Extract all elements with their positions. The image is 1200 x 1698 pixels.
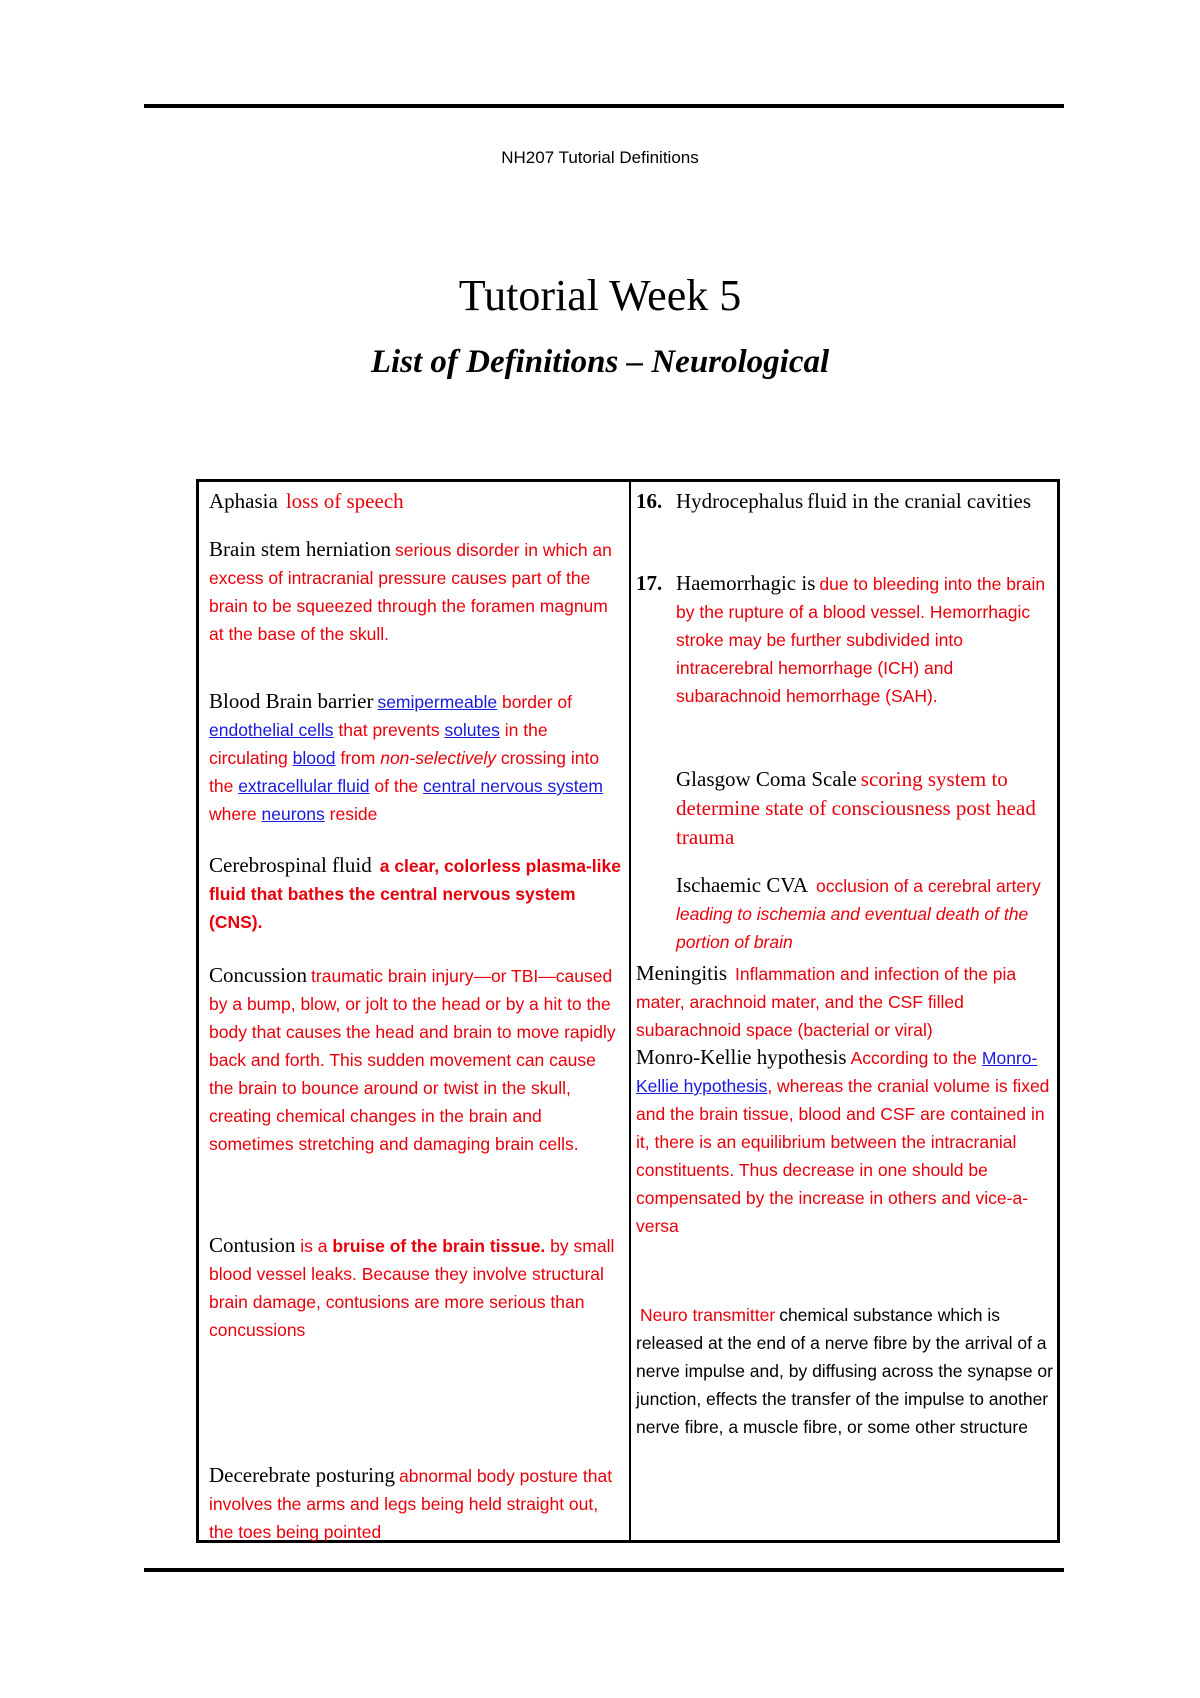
entry-hydrocephalus bbox=[636, 488, 1057, 517]
link-blood[interactable]: blood bbox=[292, 748, 336, 768]
link-extracellular-fluid[interactable]: extracellular fluid bbox=[238, 776, 370, 796]
entry-contusion bbox=[209, 1232, 623, 1345]
term: Blood Brain barrier bbox=[209, 689, 374, 713]
definition: a clear, colorless plasma-like fluid that bathes the central nervous system (CNS). bbox=[209, 856, 621, 932]
definition-text: reside bbox=[324, 804, 378, 824]
definition: loss of speech bbox=[285, 489, 404, 513]
term: Neuro transmitter bbox=[640, 1305, 776, 1325]
entry-brain-stem-herniation bbox=[209, 536, 623, 649]
entry-haemorrhagic bbox=[636, 570, 1057, 711]
term: Hydrocephalus bbox=[676, 489, 804, 513]
term: Concussion bbox=[209, 963, 308, 987]
term: Haemorrhagic bbox=[676, 571, 797, 595]
term: Contusion bbox=[209, 1233, 296, 1257]
definitions-table bbox=[196, 479, 1060, 1543]
definition-text: by small blood vessel leaks. Because they involve structural brain damage, contusions are more serious than concussions bbox=[209, 1236, 615, 1340]
definition-italic: leading to ischemia and eventual death of the portion of brain bbox=[676, 904, 1029, 952]
page-subtitle: List of Definitions – Neurological bbox=[370, 344, 830, 380]
entry-monro-kellie bbox=[636, 1044, 1057, 1241]
definition: erious disorder in which an excess of intracranial pressure causes part of the brain to be squeezed through the foramen magnum at the base of the skull. bbox=[209, 540, 612, 644]
definition: fluid in the cranial cavities bbox=[807, 489, 1032, 513]
term: Glasgow Coma Scale bbox=[676, 767, 857, 791]
link-solutes[interactable]: solutes bbox=[444, 720, 500, 740]
link-neurons[interactable]: neurons bbox=[261, 804, 325, 824]
list-number: 16. bbox=[636, 489, 663, 513]
running-header: NH207 Tutorial Definitions bbox=[501, 148, 699, 167]
entry-decerebrate-posturing bbox=[209, 1462, 623, 1547]
entry-concussion bbox=[209, 962, 623, 1159]
definition-text: According to the bbox=[850, 1048, 982, 1068]
term: Brain stem herniation bbox=[209, 537, 391, 561]
term: Ischaemic CVA bbox=[676, 873, 808, 897]
definition-text: in the circulating bbox=[209, 720, 548, 768]
link-semipermeable[interactable]: semipermeable bbox=[377, 692, 498, 712]
definition: due to bleeding into the brain by the rupture of a blood vessel. Hemorrhagic stroke may be further subdivided into intracerebral hemorrhage (ICH) and subarachnoid hemorrhage (SAH). bbox=[676, 574, 1046, 706]
page-title: Tutorial Week 5 bbox=[458, 271, 742, 320]
entry-ischaemic-cva bbox=[676, 872, 1057, 957]
definition-text: crossing into the bbox=[209, 748, 600, 796]
definition-text: of the bbox=[369, 776, 424, 796]
definition: traumatic brain injury—or TBI—caused by a bump, blow, or jolt to the head or by a hit to the body that causes the head and brain to move rapidly back and forth. This sudden movement can cause the brain to bounce around or twist in the skull, creating chemical changes in the brain and sometimes stretching and damaging brain cells. bbox=[209, 966, 616, 1154]
entry-neuro-transmitter bbox=[636, 1302, 1057, 1442]
definition-bold: bruise of the brain tissue. bbox=[332, 1236, 546, 1256]
list-number: 17. bbox=[636, 571, 663, 595]
definition-text: that prevents bbox=[333, 720, 445, 740]
footer-rule bbox=[144, 1568, 1064, 1572]
term: Decerebrate posturing bbox=[209, 1463, 395, 1487]
right-column bbox=[636, 482, 1057, 1540]
definition-start: s bbox=[394, 540, 404, 560]
entry-meningitis bbox=[636, 960, 1057, 1045]
term: Cerebrospinal fluid bbox=[209, 853, 372, 877]
term: Meningitis bbox=[636, 961, 728, 985]
definition-text: where bbox=[209, 804, 262, 824]
definition: chemical substance which is released at the end of a nerve fibre by the arrival of a nerve impulse and, by diffusing across the synapse or junction, effects the transfer of the impulse to another nerve fibre, a muscle fibre, or some other structure bbox=[636, 1305, 1053, 1437]
term-tail: is bbox=[796, 571, 816, 595]
definition-text: from bbox=[335, 748, 381, 768]
link-monro-kellie-hypothesis[interactable]: Monro-Kellie hypothesis bbox=[636, 1048, 1038, 1096]
entry-cerebrospinal-fluid bbox=[209, 852, 623, 937]
definition-text: occlusion of a cerebral artery bbox=[816, 876, 1041, 896]
entry-aphasia bbox=[209, 488, 404, 517]
column-divider bbox=[629, 482, 631, 1540]
term: Monro-Kellie hypothesis bbox=[636, 1045, 847, 1069]
definition-text: is a bbox=[295, 1236, 333, 1256]
definition: Inflammation and infection of the pia mater, arachnoid mater, and the CSF filled subarachnoid space (bacterial or viral) bbox=[636, 964, 1017, 1040]
term: Aphasia bbox=[209, 489, 278, 513]
link-endothelial-cells[interactable]: endothelial cells bbox=[209, 720, 334, 740]
link-central-nervous-system[interactable]: central nervous system bbox=[423, 776, 603, 796]
entry-blood-brain-barrier bbox=[209, 688, 623, 829]
left-column bbox=[209, 482, 623, 1540]
entry-glasgow-coma-scale bbox=[676, 766, 1057, 853]
header-rule bbox=[144, 104, 1064, 108]
definition-italic: non-selectively bbox=[380, 748, 496, 768]
definition-text: border of bbox=[497, 692, 572, 712]
definition: scoring system to determine state of consciousness post head trauma bbox=[676, 767, 1036, 849]
definition: abnormal body posture that involves the arms and legs being held straight out, the toes being pointed bbox=[209, 1466, 613, 1542]
definition-text: , whereas the cranial volume is fixed and the brain tissue, blood and CSF are contained in it, there is an equilibrium between the intracranial constituents. Thus decrease in one should be compensated by the increase in others and vice-a-versa bbox=[636, 1076, 1050, 1236]
